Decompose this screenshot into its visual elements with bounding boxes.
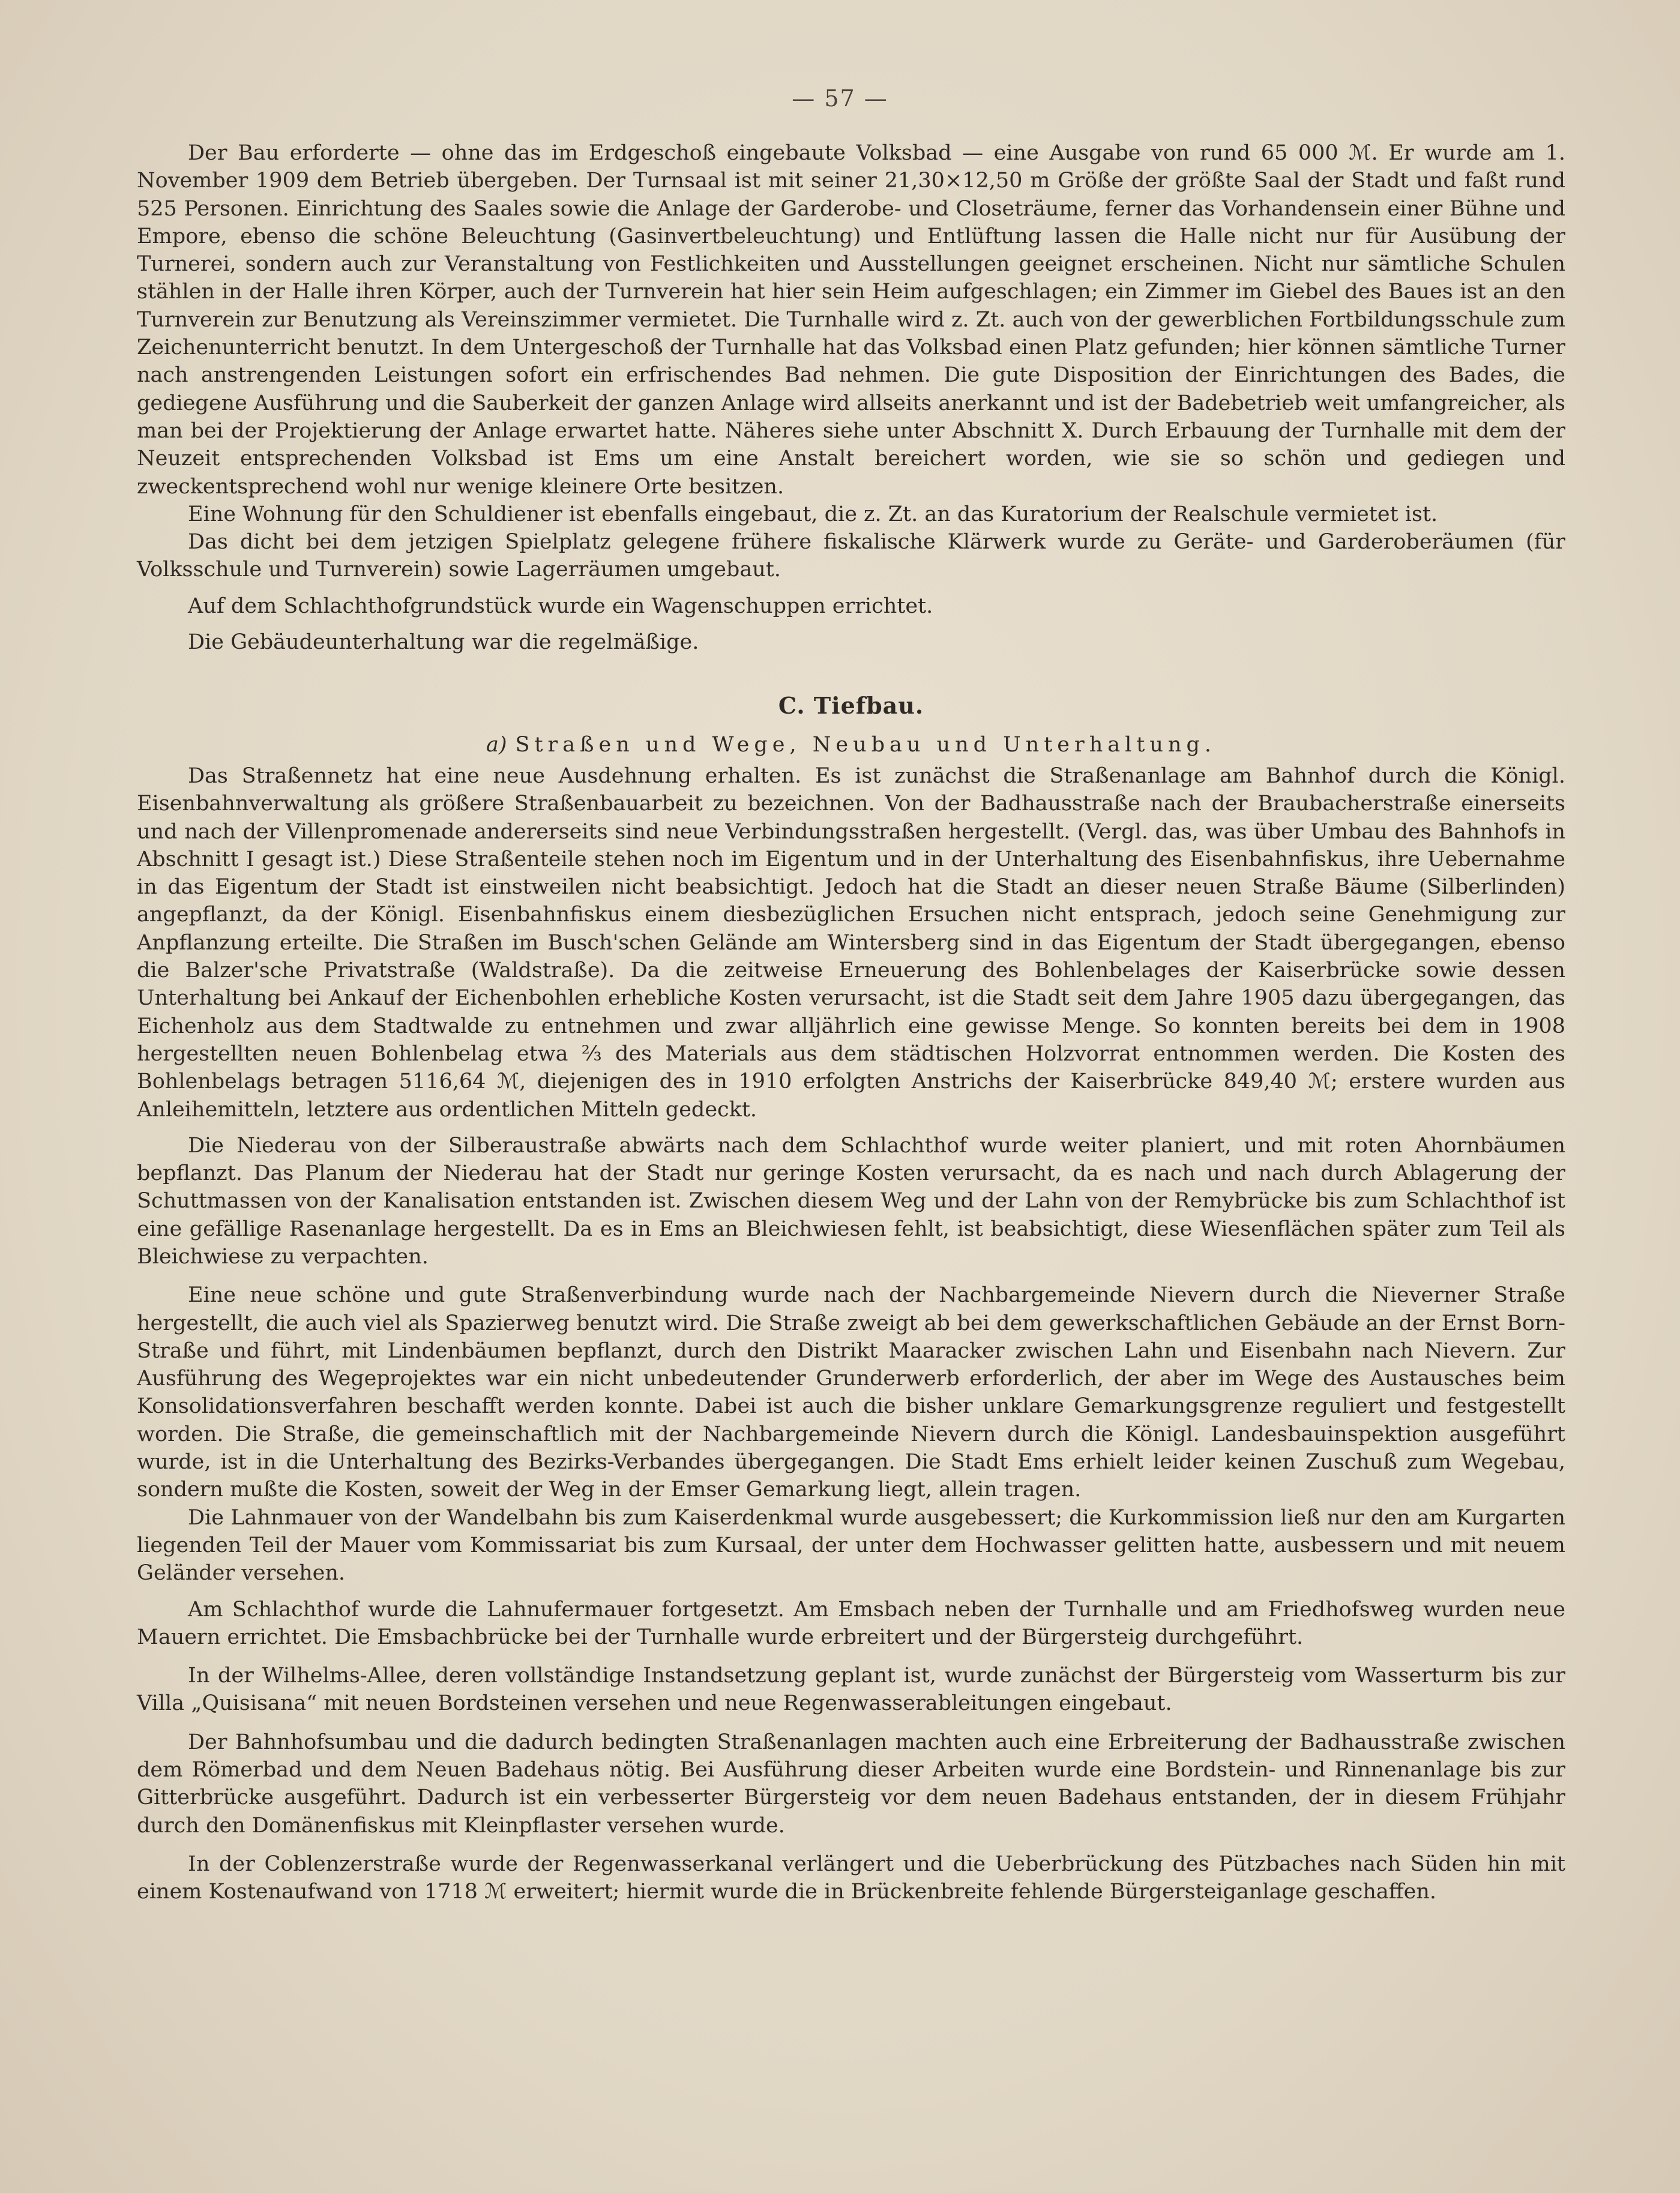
section-heading: C. Tiefbau.	[778, 692, 924, 720]
paragraph-gebaeudeunterhaltung: Die Gebäudeunterhaltung war die regelmäßige.	[188, 630, 699, 655]
paragraph-nieverner-strasse: Eine neue schöne und gute Straßenverbindung wurde nach der Nachbargemeinde Nievern durch die Nieverner Straße hergestellt, die auch viel als Spazierweg benutzt wird. Die Straße zweigt ab bei dem gewerkschaftlichen Gebäude an der Ernst Born-Straße und führt, mit Lindenbäumen bepflanzt, durch den Distrikt Maaracker zwischen Lahn und Eisenbahn nach Nievern. Zur Ausführung des Wegeprojektes war ein nicht unbedeutender Grunderwerb erforderlich, der aber im Wege des Austausches beim Konsolidationsverfahren beschafft werden konnte. Dabei ist auch die bisher unklare Gemarkungsgrenze reguliert und festgestellt worden. Die Straße, die gemeinschaftlich mit der Nachbargemeinde Nievern durch die Königl. Landesbauinspektion ausgeführt wurde, ist in die Unterhaltung des Bezirks-Verbandes übergegangen. Die Stadt Ems erhielt leider keinen Zuschuß zum Wegebau, sondern mußte die Kosten, soweit der Weg in der Emser Gemarkung liegt, allein tragen.	[137, 1283, 1565, 1502]
paragraph-coblenzerstrasse: In der Coblenzerstraße wurde der Regenwasserkanal verlängert und die Ueberbrückung des Pützbaches nach Süden hin mit einem Kostenaufwand von 1718 ℳ erweitert; hiermit wurde die in Brückenbreite fehlende Bürgersteiganlage geschaffen.	[137, 1852, 1565, 1904]
paragraph-klaerwerk: Das dicht bei dem jetzigen Spielplatz gelegene frühere fiskalische Klärwerk wurde zu Geräte- und Garderoberäumen (für Volksschule und Turnverein) sowie Lagerräumen umgebaut.	[137, 530, 1565, 582]
paragraph-schlachthof-mauer: Am Schlachthof wurde die Lahnufermauer fortgesetzt. Am Emsbach neben der Turnhalle und am Friedhofsweg wurden neue Mauern errichtet. Die Emsbachbrücke bei der Turnhalle wurde erbreitert und der Bürgersteig durchgeführt.	[137, 1597, 1565, 1649]
paragraph-wagenschuppen: Auf dem Schlachthofgrundstück wurde ein Wagenschuppen errichtet.	[188, 594, 933, 618]
paragraph-lahnmauer: Die Lahnmauer von der Wandelbahn bis zum Kaiserdenkmal wurde ausgebessert; die Kurkommission ließ nur den am Kurgarten liegenden Teil der Mauer vom Kommissariat bis zum Kursaal, der unter dem Hochwasser gelitten hatte, ausbessern und mit neuem Geländer versehen.	[137, 1505, 1565, 1586]
paragraph-niederau: Die Niederau von der Silberaustraße abwärts nach dem Schlachthof wurde weiter planiert, und mit roten Ahornbäumen bepflanzt. Das Planum der Niederau hat der Stadt nur geringe Kosten verursacht, da es nach und nach durch Ablagerung der Schuttmassen von der Kanalisation entstanden ist. Zwischen diesem Weg und der Lahn von der Remybrücke bis zum Schlachthof ist eine gefällige Rasenanlage hergestellt. Da es in Ems an Bleichwiesen fehlt, ist beabsichtigt, diese Wiesenflächen später zum Teil als Bleichwiese zu verpachten.	[137, 1133, 1565, 1269]
page-body	[137, 139, 1565, 1906]
subsection-letter: a)	[486, 732, 507, 757]
paragraph-bahnhofsumbau: Der Bahnhofsumbau und die dadurch bedingten Straßenanlagen machten auch eine Erbreiterung der Badhausstraße zwischen dem Römerbad und dem Neuen Badehaus nötig. Bei Ausführung dieser Arbeiten wurde eine Bordstein- und Rinnenanlage bis zur Gitterbrücke ausgeführt. Dadurch ist ein verbesserter Bürgersteig vor dem neuen Badehaus entstanden, der in diesem Frühjahr durch den Domänenfiskus mit Kleinpflaster versehen wurde.	[137, 1730, 1565, 1838]
subsection-title: Straßen und Wege, Neubau und Unterhaltung.	[515, 732, 1216, 757]
paragraph-strassennetz: Das Straßennetz hat eine neue Ausdehnung erhalten. Es ist zunächst die Straßenanlage am Bahnhof durch die Königl. Eisenbahnverwaltung als größere Straßenbauarbeit zu bezeichnen. Von der Badhausstraße nach der Braubacherstraße einerseits und nach der Villenpromenade andererseits sind neue Verbindungsstraßen hergestellt. (Vergl. das, was über Umbau des Bahnhofs in Abschnitt I gesagt ist.) Diese Straßenteile stehen noch im Eigentum und in der Unterhaltung des Eisenbahnfiskus, ihre Uebernahme in das Eigentum der Stadt ist einstweilen nicht beabsichtigt. Jedoch hat die Stadt an dieser neuen Straße Bäume (Silberlinden) angepflanzt, da der Königl. Eisenbahnfiskus einem diesbezüglichen Ersuchen nicht entsprach, jedoch seine Genehmigung zur Anpflanzung erteilte. Die Straßen im Busch'schen Gelände am Wintersberg sind in das Eigentum der Stadt übergegangen, ebenso die Balzer'sche Privatstraße (Waldstraße). Da die zeitweise Erneuerung des Bohlenbelages der Kaiserbrücke sowie dessen Unterhaltung bei Ankauf der Eichenbohlen erhebliche Kosten verursacht, ist die Stadt seit dem Jahre 1905 dazu übergegangen, das Eichenholz aus dem Stadtwalde zu entnehmen und zwar alljährlich eine gewisse Menge. So konnten bereits bei dem in 1908 hergestellten neuen Bohlenbelag etwa ⅔ des Materials aus dem städtischen Holzvorrat entnommen werden. Die Kosten des Bohlenbelags betragen 5116,64 ℳ, diejenigen des in 1910 erfolgten Anstrichs der Kaiserbrücke 849,40 ℳ; erstere wurden aus Anleihemitteln, letztere aus ordentlichen Mitteln gedeckt.	[137, 763, 1565, 1122]
paragraph-schuldiener-wohnung: Eine Wohnung für den Schuldiener ist ebenfalls eingebaut, die z. Zt. an das Kuratorium der Realschule vermietet ist.	[188, 502, 1438, 526]
page-number: — 57 —	[792, 85, 888, 112]
subsection-heading	[137, 731, 1565, 759]
paragraph-bau-turnhalle: Der Bau erforderte — ohne das im Erdgeschoß eingebaute Volksbad — eine Ausgabe von rund 65 000 ℳ. Er wurde am 1. November 1909 dem Betrieb übergeben. Der Turnsaal ist mit seiner 21,30×12,50 m Größe der größte Saal der Stadt und faßt rund 525 Personen. Einrichtung des Saales sowie die Anlage der Garderobe- und Closeträume, ferner das Vorhandensein einer Bühne und Empore, ebenso die schöne Beleuchtung (Gasinvertbeleuchtung) und Entlüftung lassen die Halle nicht nur für Ausübung der Turnerei, sondern auch zur Veranstaltung von Festlichkeiten und Ausstellungen geeignet erscheinen. Nicht nur sämtliche Schulen stählen in der Halle ihren Körper, auch der Turnverein hat hier sein Heim aufgeschlagen; ein Zimmer im Giebel des Baues ist an den Turnverein zur Benutzung als Vereinszimmer vermietet. Die Turnhalle wird z. Zt. auch von der gewerblichen Fortbildungsschule zum Zeichenunterricht benutzt. In dem Untergeschoß der Turnhalle hat das Volksbad einen Platz gefunden; hier können sämtliche Turner nach anstrengenden Leistungen sofort ein erfrischendes Bad nehmen. Die gute Disposition der Einrichtungen des Bades, die gediegene Ausführung und die Sauberkeit der ganzen Anlage wird allseits anerkannt und ist der Badebetrieb weit umfangreicher, als man bei der Projektierung der Anlage erwartet hatte. Näheres siehe unter Abschnitt X. Durch Erbauung der Turnhalle mit dem der Neuzeit entsprechenden Volksbad ist Ems um eine Anstalt bereichert worden, wie sie so schön und gediegen und zweckentsprechend wohl nur wenige kleinere Orte besitzen.	[137, 141, 1565, 499]
paragraph-wilhelms-allee: In der Wilhelms-Allee, deren vollständige Instandsetzung geplant ist, wurde zunächst der Bürgersteig vom Wasserturm bis zur Villa „Quisisana“ mit neuen Bordsteinen versehen und neue Regenwasserableitungen eingebaut.	[137, 1664, 1565, 1716]
